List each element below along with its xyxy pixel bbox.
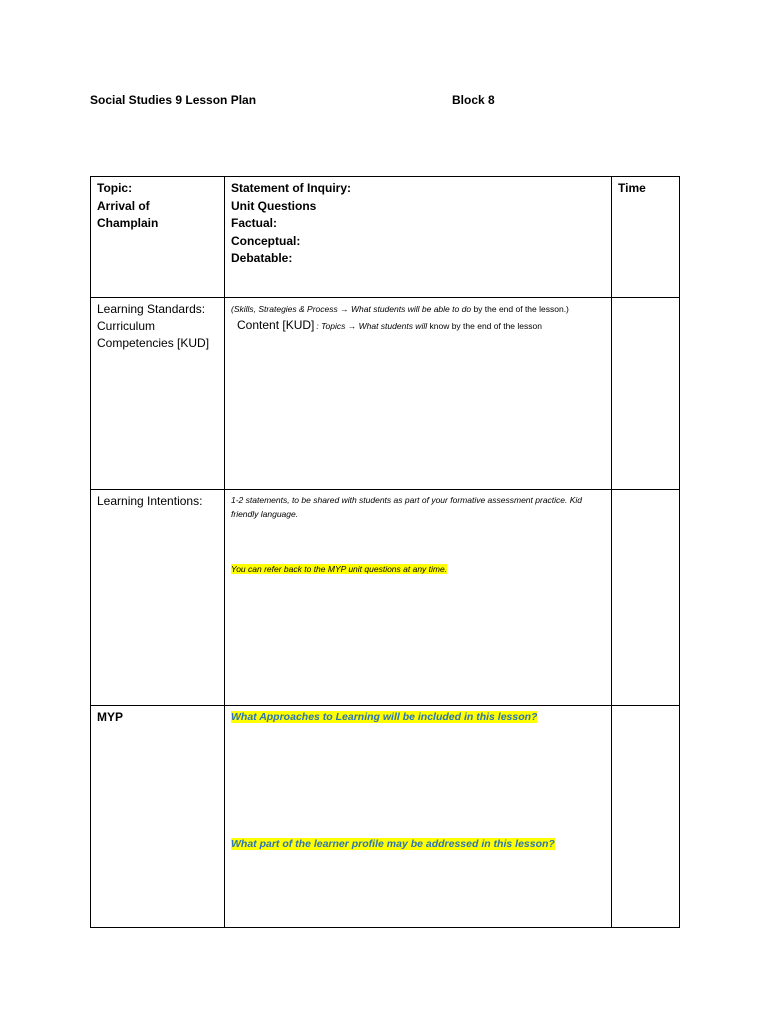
approaches-to-learning-question: What Approaches to Learning will be included in this lesson? [231,711,538,723]
inquiry-cell [225,177,612,298]
myp-questions-cell [225,706,612,928]
debatable-label: Debatable: [231,251,293,265]
time-header: Time [618,181,646,195]
topic-label: Topic: [97,181,133,195]
lesson-plan-table [90,176,680,928]
arrow-icon: → [347,321,357,331]
topic-value-line2: Champlain [97,216,159,230]
learning-intentions-desc: 1-2 statements, to be shared with students as part of your formative assessment practice. Kid friendly language. [231,495,583,519]
time-cell [612,298,680,490]
desc-text: do [461,304,472,314]
myp-label: MYP [97,710,124,724]
desc-text: What students will [358,321,428,331]
factual-label: Factual: [231,216,278,230]
desc-text: (Skills, Strategies & Process [231,304,338,314]
myp-reference-note: You can refer back to the MYP unit questions at any time. [231,564,448,574]
table-row-topic [91,177,680,298]
learning-intentions-label-cell [91,490,225,706]
desc-text: What students will be able to [351,304,460,314]
desc-text: : Topics [316,321,346,331]
statement-of-inquiry-label: Statement of Inquiry: [231,181,352,195]
desc-text: by the end of the lesson.) [473,304,569,314]
content-label: Content [KUD] [237,318,315,332]
competencies-label: Competencies [KUD] [97,336,210,350]
time-header-cell [612,177,680,298]
table-row-learning-intentions [91,490,680,706]
desc-text: by the end of the lesson [451,321,542,331]
conceptual-label: Conceptual: [231,233,301,248]
learning-intentions-label: Learning Intentions: [97,494,203,508]
desc-text: know [429,321,450,331]
myp-label-cell [91,706,225,928]
topic-value-line1: Arrival of [97,198,150,213]
time-cell [612,490,680,706]
learner-profile-question: What part of the learner profile may be addressed in this lesson? [231,838,555,850]
learning-standards-label-cell [91,298,225,490]
learning-standards-desc-cell [225,298,612,490]
learning-standards-label: Learning Standards: [97,302,206,316]
arrow-icon: → [340,304,349,314]
document-title: Social Studies 9 Lesson Plan [90,93,257,107]
topic-label-cell [91,177,225,298]
table-row-myp [91,706,680,928]
block-label: Block 8 [452,93,495,107]
learning-intentions-desc-cell [225,490,612,706]
time-cell [612,706,680,928]
learning-standards-desc [225,298,611,334]
table-row-learning-standards [91,298,680,490]
curriculum-label: Curriculum [97,319,156,333]
unit-questions-label: Unit Questions [231,198,317,213]
